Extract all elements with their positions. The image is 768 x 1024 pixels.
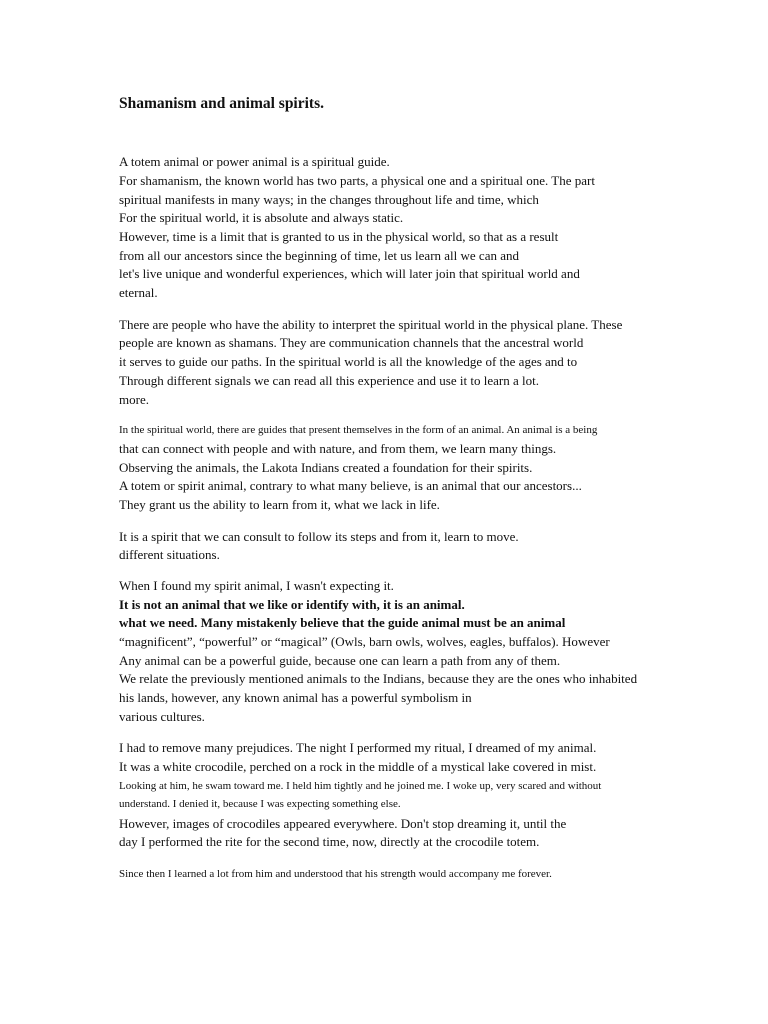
document-title: Shamanism and animal spirits. <box>119 95 324 112</box>
text-line: It was a white crocodile, perched on a rock in the middle of a mystical lake covered in mist. <box>119 759 597 774</box>
text-line: that can connect with people and with nature, and from them, we learn many things. <box>119 441 557 456</box>
text-line: more. <box>119 392 149 407</box>
text-line: let's live unique and wonderful experiences, which will later join that spiritual world and <box>119 266 580 281</box>
text-line: spiritual manifests in many ways; in the changes throughout life and time, which <box>119 192 539 207</box>
text-line: Observing the animals, the Lakota Indians created a foundation for their spirits. <box>119 460 533 475</box>
text-line: from all our ancestors since the beginning of time, let us learn all we can and <box>119 248 519 263</box>
text-line: A totem or spirit animal, contrary to what many believe, is an animal that our ancestors... <box>119 478 582 493</box>
text-line: Through different signals we can read all this experience and use it to learn a lot. <box>119 373 539 388</box>
text-line: There are people who have the ability to interpret the spiritual world in the physical plane. These <box>119 317 623 332</box>
text-line: people are known as shamans. They are communication channels that the ancestral world <box>119 335 584 350</box>
text-line: “magnificent”, “powerful” or “magical” (Owls, barn owls, wolves, eagles, buffalos). However <box>119 634 610 649</box>
text-line: eternal. <box>119 285 158 300</box>
text-line: his lands, however, any known animal has a powerful symbolism in <box>119 690 472 705</box>
text-line: They grant us the ability to learn from it, what we lack in life. <box>119 497 440 512</box>
text-line: various cultures. <box>119 709 205 724</box>
text-line: It is not an animal that we like or identify with, it is an animal. <box>119 597 465 612</box>
text-line: It is a spirit that we can consult to follow its steps and from it, learn to move. <box>119 529 519 544</box>
text-line: Looking at him, he swam toward me. I held him tightly and he joined me. I woke up, very scared and without <box>119 780 602 792</box>
text-line: For the spiritual world, it is absolute and always static. <box>119 210 404 225</box>
text-line: A totem animal or power animal is a spiritual guide. <box>119 154 390 169</box>
text-line: We relate the previously mentioned animals to the Indians, because they are the ones who inhabited <box>119 671 638 686</box>
text-line: However, images of crocodiles appeared everywhere. Don't stop dreaming it, until the <box>119 816 567 831</box>
text-line: Since then I learned a lot from him and understood that his strength would accompany me forever. <box>119 868 552 880</box>
text-line: For shamanism, the known world has two parts, a physical one and a spiritual one. The part <box>119 173 595 188</box>
text-line: what we need. Many mistakenly believe that the guide animal must be an animal <box>119 615 566 630</box>
text-line: In the spiritual world, there are guides that present themselves in the form of an animal. An animal is a being <box>119 424 598 436</box>
text-line: understand. I denied it, because I was expecting something else. <box>119 798 401 810</box>
text-line: different situations. <box>119 547 220 562</box>
text-line: it serves to guide our paths. In the spiritual world is all the knowledge of the ages and to <box>119 354 578 369</box>
text-line: When I found my spirit animal, I wasn't expecting it. <box>119 578 394 593</box>
text-line: day I performed the rite for the second time, now, directly at the crocodile totem. <box>119 834 540 849</box>
text-line: I had to remove many prejudices. The night I performed my ritual, I dreamed of my animal. <box>119 740 597 755</box>
text-line: However, time is a limit that is granted to us in the physical world, so that as a result <box>119 229 559 244</box>
text-line: Any animal can be a powerful guide, because one can learn a path from any of them. <box>119 653 561 668</box>
